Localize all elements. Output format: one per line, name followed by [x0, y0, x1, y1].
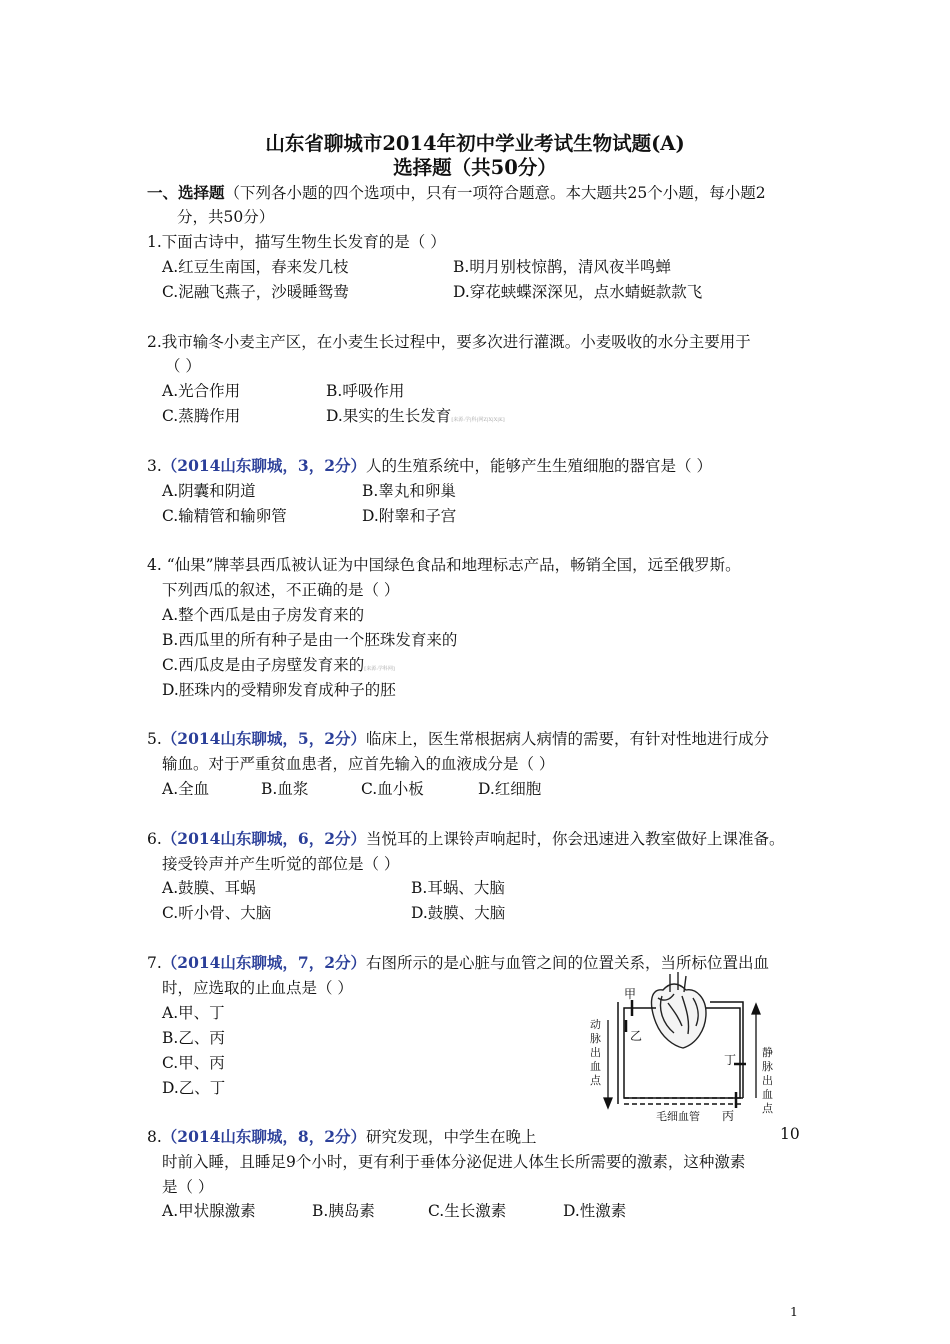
q3-option-c: C.输精管和输卵管: [162, 507, 287, 525]
q2-option-a: A.光合作用: [162, 382, 241, 400]
q3-stem-text: 人的生殖系统中，能够产生生殖细胞的器官是（ ）: [366, 457, 712, 475]
page-number: 1: [790, 1304, 798, 1319]
q2-option-d-text: D.果实的生长发育: [326, 407, 452, 425]
q6-option-b: B.耳蜗、大脑: [411, 879, 505, 897]
q5-stem: [147, 727, 769, 749]
label-vein-0: 静: [762, 1046, 773, 1059]
section-label: 一、选择题: [147, 183, 225, 202]
q4-stem-cont: 下列西瓜的叙述，不正确的是（ ）: [162, 581, 400, 599]
label-artery-4: 点: [590, 1074, 601, 1087]
q8-stem: [147, 1125, 537, 1147]
q8-stem-end: 10: [780, 1125, 800, 1143]
q6-option-c: C.听小骨、大脑: [162, 904, 272, 922]
q1-option-c: C.泥融飞燕子，沙暖睡鸳鸯: [162, 283, 349, 301]
q3-option-a: A.阴囊和阴道: [162, 482, 256, 500]
label-bing: 丙: [722, 1109, 735, 1123]
label-artery-3: 血: [590, 1060, 601, 1073]
q7-option-d: D.乙、丁: [162, 1079, 226, 1097]
q4-option-c: [162, 653, 395, 675]
q7-option-a: A.甲、丁: [162, 1004, 225, 1022]
q6-stem-text: 当悦耳的上课铃声响起时，你会迅速进入教室做好上课准备。: [366, 830, 785, 848]
q5-option-a: A.全血: [162, 780, 210, 798]
q7-number: 7.: [147, 954, 162, 972]
q8-number: 8.: [147, 1128, 162, 1146]
q3-option-b: B.睾丸和卵巢: [362, 482, 456, 500]
q8-stem-cont: 时前入睡，且睡足9个小时，更有利于垂体分泌促进人体生长所需要的激素，这种激素: [162, 1153, 746, 1171]
q6-number: 6.: [147, 830, 162, 848]
section-desc: （下列各小题的四个选项中，只有一项符合题意。本大题共25个小题，每小题2: [224, 184, 766, 202]
q3-option-d: D.附睾和子宫: [362, 507, 457, 525]
section-desc-cont: 分，共50分）: [177, 208, 275, 226]
q1-option-b: B.明月别枝惊鹊，清风夜半鸣蝉: [453, 258, 671, 276]
q6-option-a: A.鼓膜、耳蜗: [162, 879, 256, 897]
q5-stem-cont: 输血。对于严重贫血患者，应首先输入的血液成分是（ ）: [162, 755, 555, 773]
q3-number: 3.: [147, 457, 162, 475]
label-artery-0: 动: [590, 1018, 601, 1031]
label-artery-1: 脉: [590, 1032, 601, 1045]
section-header: [147, 181, 766, 203]
label-ding: 丁: [724, 1053, 737, 1067]
q2-option-c: C.蒸腾作用: [162, 407, 241, 425]
q8-option-c: C.生长激素: [428, 1202, 507, 1220]
q8-stem-cont2: 是（ ）: [162, 1178, 214, 1196]
heart-icon: [652, 972, 706, 1048]
q8-option-b: B.胰岛素: [312, 1202, 375, 1220]
q5-option-c: C.血小板: [361, 780, 424, 798]
q5-option-d: D.红细胞: [478, 780, 542, 798]
label-capillary: 毛细血管: [656, 1110, 700, 1123]
label-yi: 乙: [630, 1029, 643, 1043]
q5-option-b: B.血浆: [261, 780, 309, 798]
q7-stem-text: 右图所示的是心脏与血管之间的位置关系，当所标位置出血: [366, 954, 770, 972]
label-vein-3: 血: [762, 1088, 773, 1101]
q7-stem-cont: 时，应选取的止血点是（ ）: [162, 979, 353, 997]
q5-number: 5.: [147, 730, 162, 748]
q4-stem: 4. “仙果”牌莘县西瓜被认证为中国绿色食品和地理标志产品，畅销全国，远至俄罗斯。: [147, 556, 741, 574]
q4-option-a: A.整个西瓜是由子房发育来的: [162, 606, 365, 624]
q6-stem-cont: 接受铃声并产生听觉的部位是（ ）: [162, 855, 400, 873]
paper-title: 山东省聊城市2014年初中学业考试生物试题(A): [265, 132, 685, 155]
q3-stem: [147, 454, 712, 476]
paper-subtitle: 选择题（共50分）: [393, 156, 557, 179]
q8-option-d: D.性激素: [563, 1202, 627, 1220]
q8-option-a: A.甲状腺激素: [162, 1202, 256, 1220]
q4-option-d: D.胚珠内的受精卵发育成种子的胚: [162, 681, 396, 699]
q1-stem: 1.下面古诗中，描写生物生长发育的是（ ）: [147, 233, 446, 251]
q7-source: （2014山东聊城，7，2分）: [161, 953, 367, 972]
q2-option-d: [326, 404, 505, 426]
q2-stem: 2.我市输冬小麦主产区，在小麦生长过程中，要多次进行灌溉。小麦吸收的水分主要用于: [147, 333, 751, 351]
q5-source: （2014山东聊城，5，2分）: [161, 729, 367, 748]
label-vein-1: 脉: [762, 1060, 773, 1073]
heart-vessel-diagram: [578, 968, 778, 1128]
q2-stem-cont: （ ）: [165, 357, 201, 375]
q6-stem: [147, 827, 785, 849]
q8-source: （2014山东聊城，8，2分）: [161, 1127, 367, 1146]
label-vein-4: 点: [762, 1102, 773, 1115]
q4-source-mark: [来源:学科网]: [364, 666, 395, 672]
q7-option-c: C.甲、丙: [162, 1054, 225, 1072]
q1-option-a: A.红豆生南国，春来发几枝: [162, 258, 349, 276]
q8-stem-text: 研究发现，中学生在晚上: [366, 1128, 537, 1146]
q5-stem-text: 临床上，医生常根据病人病情的需要，有针对性地进行成分: [366, 730, 770, 748]
label-vein-2: 出: [762, 1074, 773, 1087]
label-artery-2: 出: [590, 1046, 601, 1059]
q7-option-b: B.乙、丙: [162, 1029, 225, 1047]
q2-option-b: B.呼吸作用: [326, 382, 405, 400]
q6-option-d: D.鼓膜、大脑: [411, 904, 506, 922]
q6-source: （2014山东聊城，6，2分）: [161, 829, 367, 848]
q2-source-mark: [来源:学|科|网Z|X|X|K]: [451, 417, 505, 423]
q1-option-d: D.穿花蛱蝶深深见，点水蜻蜓款款飞: [453, 283, 703, 301]
q4-option-b: B.西瓜里的所有种子是由一个胚珠发育来的: [162, 631, 458, 649]
label-jia: 甲: [624, 987, 637, 1001]
q4-option-c-text: C.西瓜皮是由子房壁发育来的: [162, 656, 365, 674]
q3-source: （2014山东聊城，3，2分）: [161, 456, 367, 475]
